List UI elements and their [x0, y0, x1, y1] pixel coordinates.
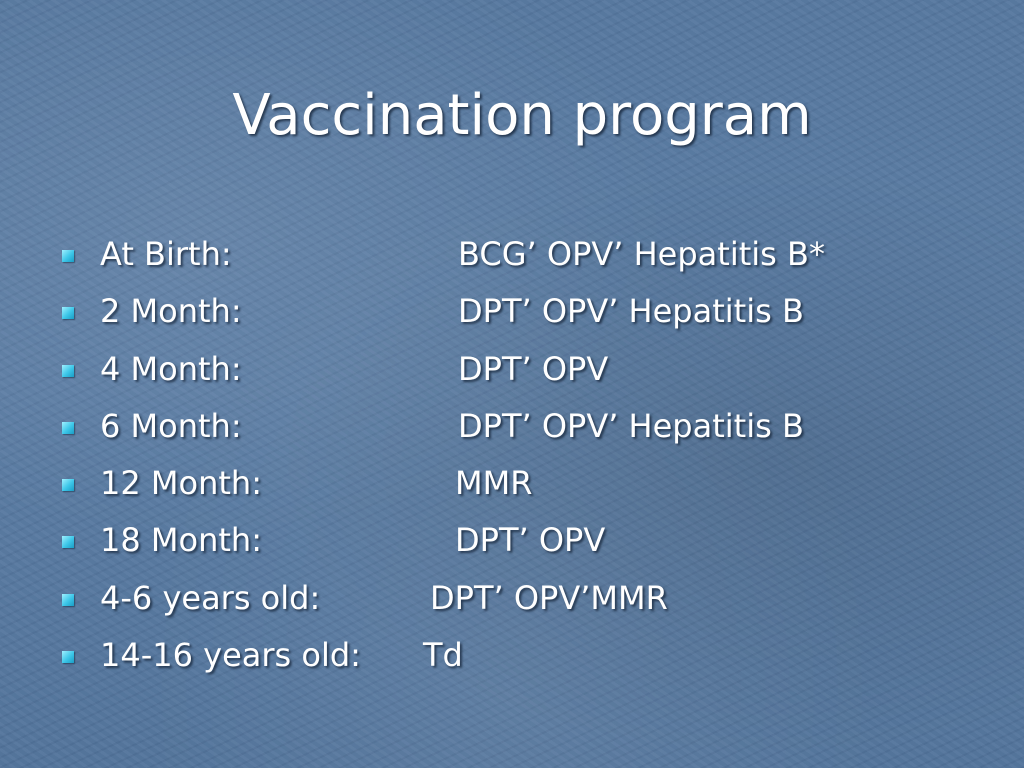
vaccines-text: DPT’ OPV’MMR — [430, 578, 668, 617]
age-label: 4 Month: — [100, 349, 242, 388]
age-label: 4-6 years old: — [100, 578, 321, 617]
vaccines-text: Td — [423, 636, 463, 675]
square-bullet-icon — [62, 422, 74, 434]
square-bullet-icon — [62, 479, 74, 491]
square-bullet-icon — [62, 594, 74, 606]
vaccines-text: DPT’ OPV’ Hepatitis B — [458, 292, 804, 331]
vaccines-text: DPT’ OPV — [455, 521, 606, 560]
vaccines-text: MMR — [455, 464, 533, 503]
age-label: 6 Month: — [100, 406, 242, 445]
age-label: 18 Month: — [100, 521, 262, 560]
age-label: 12 Month: — [100, 464, 262, 503]
square-bullet-icon — [62, 250, 74, 262]
vaccines-text: DPT’ OPV’ Hepatitis B — [458, 406, 804, 445]
square-bullet-icon — [62, 536, 74, 548]
slide-title: Vaccination program — [232, 83, 812, 148]
age-label: At Birth: — [100, 235, 232, 273]
square-bullet-icon — [62, 365, 74, 377]
square-bullet-icon — [62, 651, 74, 663]
age-label: 2 Month: — [100, 292, 242, 331]
vaccines-text: DPT’ OPV — [458, 349, 609, 388]
age-label: 14-16 years old: — [100, 636, 361, 675]
square-bullet-icon — [62, 307, 74, 319]
vaccines-text: BCG’ OPV’ Hepatitis B* — [458, 235, 825, 273]
